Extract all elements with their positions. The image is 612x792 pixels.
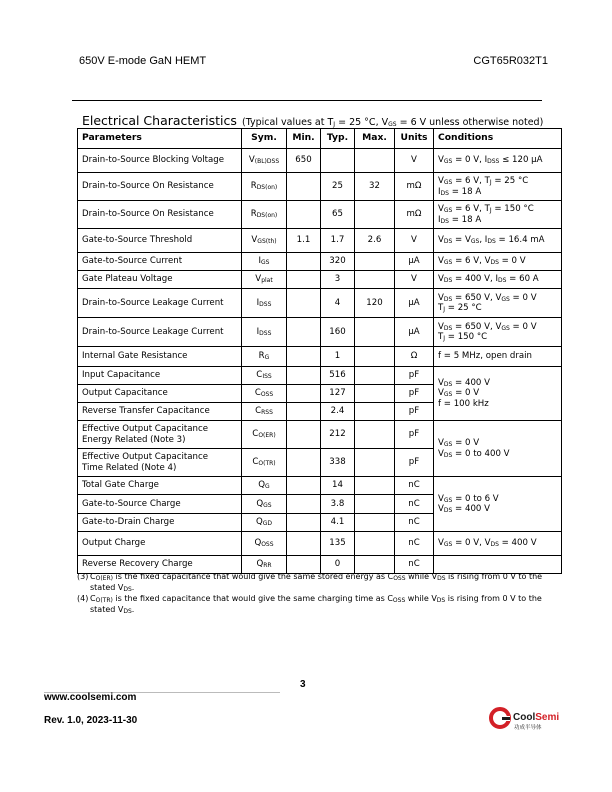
max-cell: 32 (355, 173, 395, 201)
symbol-cell: $V_{plat}$ (242, 271, 287, 289)
condition-cell: $V_{DS} = 400$ V $V_{GS} = 0$ V f = 100 kHz (434, 367, 562, 421)
unit-cell: nC (395, 477, 434, 495)
condition-cell: $V_{GS} = 0$ to 6 V $V_{DS} = 400$ V (434, 477, 562, 532)
symbol-cell: $C_{O(TR)}$ (242, 449, 287, 477)
min-cell (287, 201, 321, 229)
min-cell (287, 514, 321, 532)
footnotes (77, 571, 557, 615)
typ-cell: 3.8 (321, 495, 355, 514)
symbol-cell: $R_G$ (242, 347, 287, 367)
symbol-cell: $I_{DSS}$ (242, 318, 287, 347)
typ-cell (321, 149, 355, 173)
symbol-cell: $R_{DS(on)}$ (242, 201, 287, 229)
typ-cell: 338 (321, 449, 355, 477)
col-header-max: Max. (355, 129, 395, 149)
max-cell (355, 421, 395, 449)
condition-cell: $V_{DS} = 650$ V, $V_{GS} = 0$ V $T_J = 25$ °C (434, 289, 562, 318)
unit-cell: V (395, 271, 434, 289)
col-header-parameters: Parameters (78, 129, 242, 149)
param-cell: Effective Output Capacitance Energy Related (Note 3) (78, 421, 242, 449)
table-row (78, 271, 562, 289)
symbol-cell: $I_{GS}$ (242, 253, 287, 271)
table-row (78, 201, 562, 229)
symbol-cell: $C_{ISS}$ (242, 367, 287, 385)
min-cell (287, 173, 321, 201)
table-row (78, 532, 562, 556)
condition-cell: $V_{GS} = 0$ V $V_{DS} = 0$ to 400 V (434, 421, 562, 477)
condition-cell: $V_{GS} = 6$ V, $T_J = 25$ °C $I_{DS} = 18$ A (434, 173, 562, 201)
unit-cell: nC (395, 495, 434, 514)
svg-text:CoolSemi: CoolSemi (513, 712, 560, 723)
table-row (78, 149, 562, 173)
unit-cell: pF (395, 367, 434, 385)
typ-cell: 1.7 (321, 229, 355, 253)
min-cell (287, 495, 321, 514)
min-cell (287, 253, 321, 271)
min-cell (287, 477, 321, 495)
symbol-cell: $R_{DS(on)}$ (242, 173, 287, 201)
min-cell: 1.1 (287, 229, 321, 253)
param-cell: Drain-to-Source Blocking Voltage (78, 149, 242, 173)
param-cell: Reverse Recovery Charge (78, 556, 242, 574)
param-cell: Gate-to-Source Threshold (78, 229, 242, 253)
table-row (78, 173, 562, 201)
footnote-3: (3) $C_{O(ER)}$ is the fixed capacitance that would give the same stored energy as $C_{OSS}$ while $V_{DS}$ is rising from 0 V to the stated $V_{DS}$. (77, 572, 543, 593)
symbol-cell: $Q_G$ (242, 477, 287, 495)
unit-cell: pF (395, 421, 434, 449)
param-cell: Output Charge (78, 532, 242, 556)
typ-cell: 212 (321, 421, 355, 449)
max-cell (355, 201, 395, 229)
param-cell: Internal Gate Resistance (78, 347, 242, 367)
max-cell (355, 149, 395, 173)
unit-cell: pF (395, 385, 434, 403)
min-cell (287, 532, 321, 556)
symbol-cell: $Q_{GD}$ (242, 514, 287, 532)
section-conditions-note: (Typical values at $T_J = 25$ °C, $V_{GS} = 6$ V unless otherwise noted) (241, 117, 544, 128)
param-cell: Output Capacitance (78, 385, 242, 403)
typ-cell: 65 (321, 201, 355, 229)
unit-cell: mΩ (395, 173, 434, 201)
typ-cell: 25 (321, 173, 355, 201)
min-cell (287, 289, 321, 318)
unit-cell: pF (395, 403, 434, 421)
param-cell: Drain-to-Source On Resistance (78, 201, 242, 229)
table-row (78, 318, 562, 347)
symbol-cell: $V_{GS(th)}$ (242, 229, 287, 253)
param-cell: Drain-to-Source Leakage Current (78, 289, 242, 318)
symbol-cell: $Q_{GS}$ (242, 495, 287, 514)
param-cell: Reverse Transfer Capacitance (78, 403, 242, 421)
param-cell: Effective Output Capacitance Time Related (Note 4) (78, 449, 242, 477)
typ-cell: 14 (321, 477, 355, 495)
min-cell (287, 367, 321, 385)
footnote-4: (4) $C_{O(TR)}$ is the fixed capacitance that would give the same charging time as $C_{OSS}$ while $V_{DS}$ is rising from 0 V to the stated $V_{DS}$. (77, 594, 542, 615)
symbol-cell: $I_{DSS}$ (242, 289, 287, 318)
electrical-characteristics-table (77, 128, 562, 574)
param-cell: Drain-to-Source On Resistance (78, 173, 242, 201)
max-cell: 120 (355, 289, 395, 318)
min-cell (287, 449, 321, 477)
unit-cell: mΩ (395, 201, 434, 229)
table-row (78, 367, 562, 385)
max-cell (355, 347, 395, 367)
typ-cell: 4 (321, 289, 355, 318)
min-cell (287, 403, 321, 421)
param-cell: Gate Plateau Voltage (78, 271, 242, 289)
condition-cell: $V_{GS} = 0$ V, $V_{DS} = 400$ V (434, 532, 562, 556)
max-cell (355, 318, 395, 347)
col-header-units: Units (395, 129, 434, 149)
footer-website-link[interactable]: www.coolsemi.com (44, 692, 137, 703)
min-cell (287, 318, 321, 347)
typ-cell: 320 (321, 253, 355, 271)
symbol-cell: $V_{(BL)DSS}$ (242, 149, 287, 173)
coolsemi-logo (489, 706, 569, 732)
max-cell (355, 385, 395, 403)
symbol-cell: $Q_{OSS}$ (242, 532, 287, 556)
max-cell: 2.6 (355, 229, 395, 253)
typ-cell: 135 (321, 532, 355, 556)
typ-cell: 516 (321, 367, 355, 385)
col-header-typ: Typ. (321, 129, 355, 149)
svg-text:功成半导体: 功成半导体 (514, 725, 542, 731)
table-row (78, 477, 562, 495)
min-cell: 650 (287, 149, 321, 173)
unit-cell: μA (395, 253, 434, 271)
header-device-type: 650V E-mode GaN HEMT (79, 55, 207, 67)
condition-cell: $V_{GS} = 6$ V, $T_J = 150$ °C $I_{DS} = 18$ A (434, 201, 562, 229)
unit-cell: Ω (395, 347, 434, 367)
page-number: 3 (300, 679, 306, 690)
condition-cell: $V_{GS} = 6$ V, $V_{DS} = 0$ V (434, 253, 562, 271)
unit-cell: V (395, 149, 434, 173)
param-cell: Drain-to-Source Leakage Current (78, 318, 242, 347)
condition-cell: $V_{GS} = 0$ V, $I_{DSS} \le 120$ μA (434, 149, 562, 173)
max-cell (355, 514, 395, 532)
table-row (78, 253, 562, 271)
condition-cell: $V_{DS} = V_{GS}$, $I_{DS} = 16.4$ mA (434, 229, 562, 253)
param-cell: Input Capacitance (78, 367, 242, 385)
section-title-text: Electrical Characteristics (82, 113, 237, 128)
table-row (78, 347, 562, 367)
unit-cell: nC (395, 556, 434, 574)
min-cell (287, 421, 321, 449)
footer-revision: Rev. 1.0, 2023-11-30 (44, 715, 138, 726)
symbol-cell: $C_{O(ER)}$ (242, 421, 287, 449)
unit-cell: pF (395, 449, 434, 477)
param-cell: Gate-to-Source Charge (78, 495, 242, 514)
param-cell: Gate-to-Source Current (78, 253, 242, 271)
header-part-number: CGT65R032T1 (473, 55, 548, 67)
symbol-cell: $C_{RSS}$ (242, 403, 287, 421)
condition-cell: f = 5 MHz, open drain (434, 347, 562, 367)
condition-cell: $V_{DS} = 650$ V, $V_{GS} = 0$ V $T_J = 150$ °C (434, 318, 562, 347)
unit-cell: V (395, 229, 434, 253)
table-header-row (78, 129, 562, 149)
max-cell (355, 449, 395, 477)
typ-cell: 127 (321, 385, 355, 403)
typ-cell: 0 (321, 556, 355, 574)
typ-cell: 4.1 (321, 514, 355, 532)
unit-cell: μA (395, 318, 434, 347)
max-cell (355, 403, 395, 421)
typ-cell: 3 (321, 271, 355, 289)
table-row (78, 421, 562, 449)
unit-cell: μA (395, 289, 434, 318)
symbol-cell: $Q_{RR}$ (242, 556, 287, 574)
table-row (78, 229, 562, 253)
col-header-conditions: Conditions (434, 129, 562, 149)
max-cell (355, 367, 395, 385)
typ-cell: 1 (321, 347, 355, 367)
param-cell: Total Gate Charge (78, 477, 242, 495)
min-cell (287, 271, 321, 289)
header-divider (72, 100, 542, 101)
max-cell (355, 477, 395, 495)
min-cell (287, 385, 321, 403)
section-title (82, 110, 543, 129)
typ-cell: 160 (321, 318, 355, 347)
max-cell (355, 495, 395, 514)
col-header-symbol: Sym. (242, 129, 287, 149)
unit-cell: nC (395, 514, 434, 532)
max-cell (355, 253, 395, 271)
table-row (78, 289, 562, 318)
typ-cell: 2.4 (321, 403, 355, 421)
max-cell (355, 271, 395, 289)
param-cell: Gate-to-Drain Charge (78, 514, 242, 532)
max-cell (355, 532, 395, 556)
min-cell (287, 347, 321, 367)
unit-cell: nC (395, 532, 434, 556)
col-header-min: Min. (287, 129, 321, 149)
condition-cell: $V_{DS} = 400$ V, $I_{DS} = 60$ A (434, 271, 562, 289)
symbol-cell: $C_{OSS}$ (242, 385, 287, 403)
